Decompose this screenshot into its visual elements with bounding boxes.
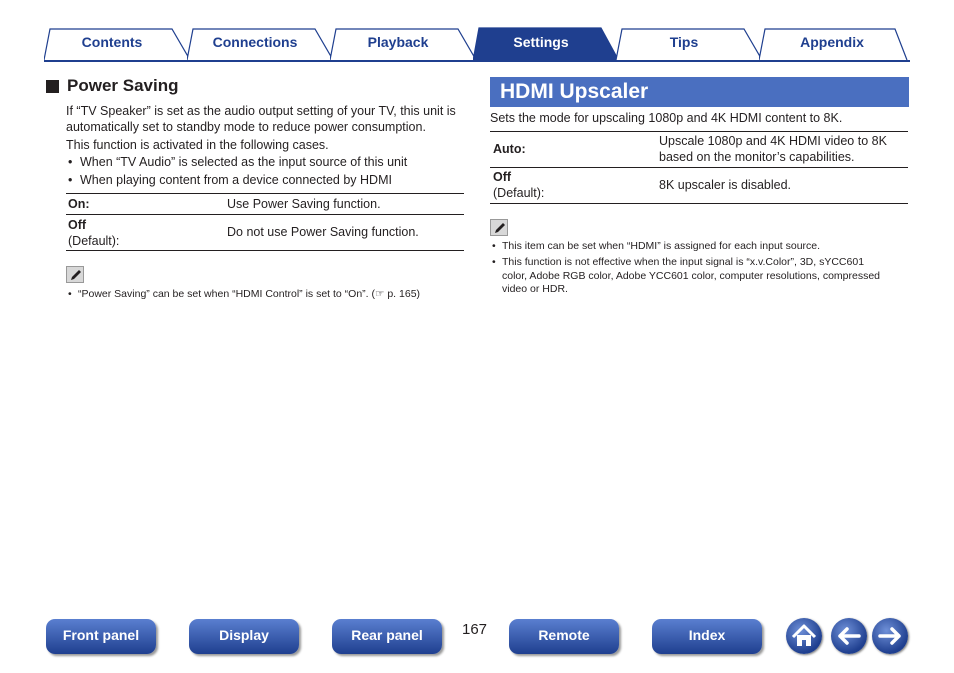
list-item bbox=[68, 154, 407, 171]
option-description: Use Power Saving function. bbox=[227, 197, 381, 211]
home-icon[interactable] bbox=[786, 618, 822, 654]
hdmi-upscaler-header bbox=[490, 77, 909, 107]
option-default-label: (Default): bbox=[493, 186, 545, 200]
tab-label: Playback bbox=[367, 34, 429, 50]
tab-appendix[interactable] bbox=[759, 27, 909, 61]
forward-arrow-glyph bbox=[872, 618, 908, 654]
button-label: Remote bbox=[538, 627, 590, 643]
power-saving-heading bbox=[46, 76, 178, 96]
option-description: based on the monitor’s capabilities. bbox=[659, 150, 855, 164]
intro-line-1: If “TV Speaker” is set as the audio output setting of your TV, this unit is bbox=[66, 104, 456, 118]
power-saving-table bbox=[66, 193, 464, 251]
button-label: Index bbox=[688, 627, 726, 643]
list-item-text: • When “TV Audio” is selected as the input source of this unit bbox=[80, 155, 408, 169]
table-row bbox=[66, 194, 464, 215]
option-description: Do not use Power Saving function. bbox=[227, 225, 419, 239]
tab-label: Tips bbox=[669, 34, 699, 50]
pencil-memo-icon bbox=[66, 266, 84, 283]
square-bullet-icon bbox=[46, 80, 59, 93]
note-item bbox=[492, 256, 910, 297]
tab-connections[interactable] bbox=[187, 27, 333, 61]
hdmi-upscaler-table bbox=[490, 131, 908, 204]
option-default-label: (Default): bbox=[68, 234, 120, 248]
button-label: Display bbox=[219, 627, 269, 643]
option-label: On: bbox=[68, 197, 90, 211]
front-panel-button[interactable] bbox=[46, 619, 156, 654]
pencil-memo-icon bbox=[490, 219, 508, 236]
house-glyph bbox=[786, 618, 822, 654]
option-description: Upscale 1080p and 4K HDMI video to 8K bbox=[659, 134, 887, 148]
note-item bbox=[492, 240, 910, 254]
display-button[interactable] bbox=[189, 619, 299, 654]
table-row bbox=[66, 215, 464, 250]
tab-underline bbox=[44, 60, 910, 62]
back-arrow-glyph bbox=[831, 618, 867, 654]
table-row bbox=[490, 132, 908, 168]
tab-label: Contents bbox=[81, 34, 143, 50]
index-button[interactable] bbox=[652, 619, 762, 654]
tab-bar bbox=[44, 27, 910, 63]
remote-button[interactable] bbox=[509, 619, 619, 654]
note-text: • This function is not effective when the input signal is “x.v.Color”, 3D, sYCC601 bbox=[502, 256, 865, 268]
option-label: Off bbox=[493, 170, 512, 184]
section-title: HDMI Upscaler bbox=[500, 80, 649, 103]
note-text: • “Power Saving” can be set when “HDMI Control” is set to “On”. (☞ p. 165) bbox=[78, 288, 421, 300]
note-text: • This item can be set when “HDMI” is assigned for each input source. bbox=[502, 240, 821, 252]
list-item bbox=[68, 172, 392, 189]
tab-label: Appendix bbox=[800, 34, 864, 50]
pencil-glyph bbox=[69, 268, 83, 282]
option-label: Auto: bbox=[493, 142, 526, 156]
tab-settings[interactable] bbox=[473, 27, 619, 61]
option-description: 8K upscaler is disabled. bbox=[659, 178, 792, 192]
note-text: color, Adobe RGB color, Adobe YCC601 color, computer resolutions, compressed bbox=[502, 269, 881, 282]
note-text: video or HDR. bbox=[502, 283, 568, 295]
note-item bbox=[68, 288, 420, 302]
table-row bbox=[490, 168, 908, 203]
button-label: Front panel bbox=[62, 627, 140, 643]
page-number: 167 bbox=[462, 621, 488, 638]
tab-label: Connections bbox=[212, 34, 298, 50]
pencil-glyph bbox=[493, 221, 507, 235]
option-label: Off bbox=[68, 218, 87, 232]
tab-playback[interactable] bbox=[330, 27, 476, 61]
intro-line-3: This function is activated in the following cases. bbox=[66, 138, 329, 152]
rear-panel-button[interactable] bbox=[332, 619, 442, 654]
tab-tips[interactable] bbox=[616, 27, 762, 61]
tab-label: Settings bbox=[513, 34, 569, 50]
hdmi-intro: Sets the mode for upscaling 1080p and 4K HDMI content to 8K. bbox=[490, 111, 843, 125]
arrow-left-icon[interactable] bbox=[831, 618, 867, 654]
list-item-text: • When playing content from a device connected by HDMI bbox=[80, 173, 392, 187]
intro-line-2: automatically set to standby mode to reduce power consumption. bbox=[66, 120, 426, 134]
arrow-right-icon[interactable] bbox=[872, 618, 908, 654]
tab-contents[interactable] bbox=[44, 27, 190, 61]
button-label: Rear panel bbox=[351, 627, 423, 643]
section-title: Power Saving bbox=[67, 76, 179, 95]
